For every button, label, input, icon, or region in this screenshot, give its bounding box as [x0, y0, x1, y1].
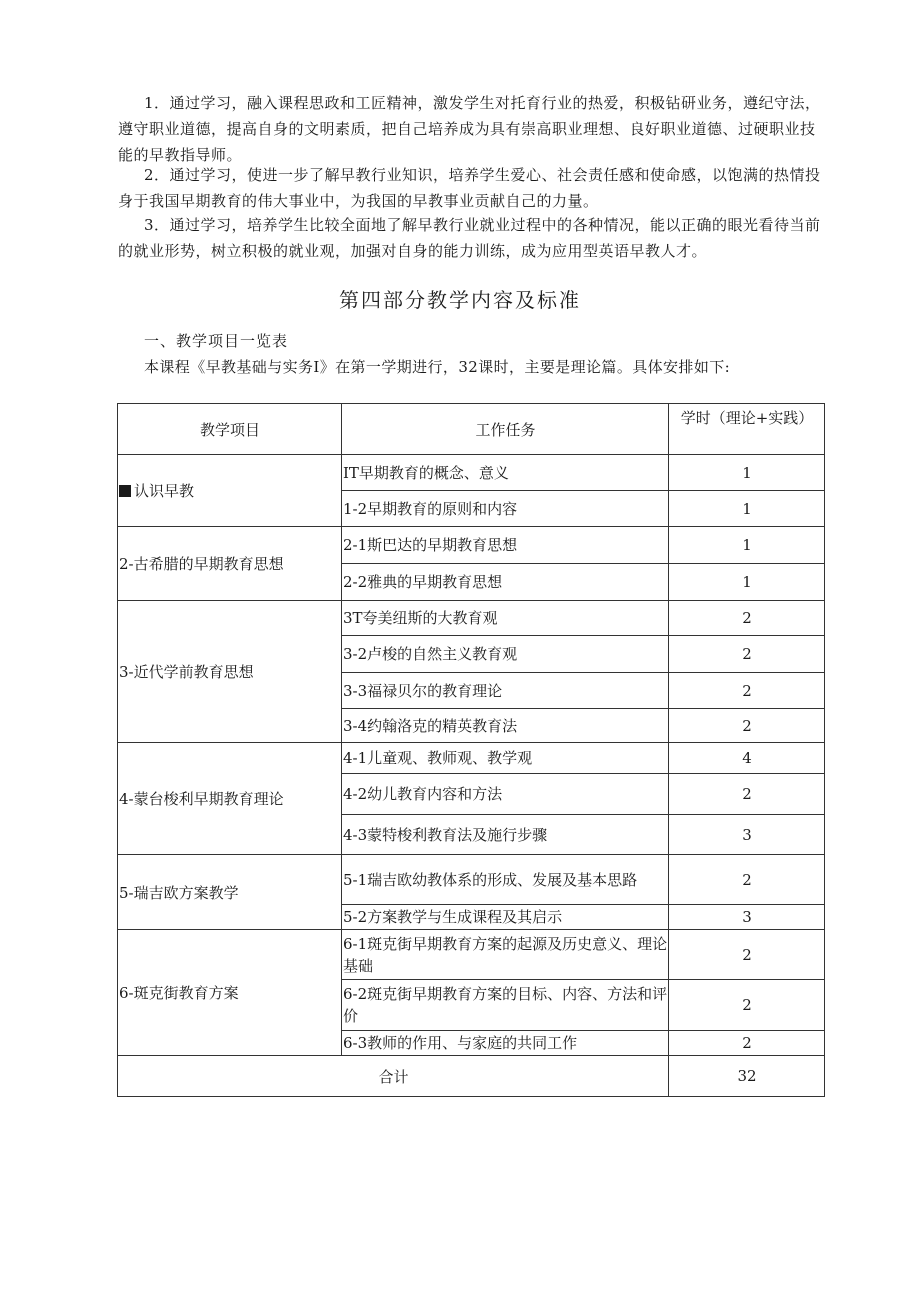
total-row: [118, 1056, 825, 1097]
task-cell: IT早期教育的概念、意义: [342, 455, 669, 491]
table-row: [118, 527, 825, 564]
header-hours: 学时（理论+实践）: [669, 404, 825, 455]
project-label: 认识早教: [134, 482, 195, 500]
objective-paragraph-2: 2．通过学习，使进一步了解早教行业知识，培养学生爱心、社会责任感和使命感，以饱满的热情投身于我国早期教育的伟大事业中，为我国的早教事业贡献自己的力量。: [118, 166, 821, 210]
task-cell: 5-2方案教学与生成课程及其启示: [342, 905, 669, 930]
hours-cell: 1: [669, 527, 825, 564]
hours-cell: 1: [669, 455, 825, 491]
objective-paragraph-1: 1．通过学习，融入课程思政和工匠精神，激发学生对托育行业的热爱，积极钻研业务，遵纪守法，遵守职业道德，提高自身的文明素质，把自己培养成为具有崇高职业理想、良好职业道德、过硬职业技能的早教指导师。: [118, 94, 821, 164]
task-cell: 4-2幼儿教育内容和方法: [342, 774, 669, 815]
table-row: [118, 743, 825, 774]
task-cell: 2-2雅典的早期教育思想: [342, 564, 669, 601]
task-cell: 3-3福禄贝尔的教育理论: [342, 673, 669, 709]
hours-cell: 1: [669, 564, 825, 601]
hours-cell: 2: [669, 1031, 825, 1056]
hours-cell: 3: [669, 905, 825, 930]
task-cell: 6-3教师的作用、与家庭的共同工作: [342, 1031, 669, 1056]
task-cell: 3-4约翰洛克的精英教育法: [342, 709, 669, 743]
hours-cell: 2: [669, 930, 825, 980]
square-bullet-icon: [119, 485, 131, 497]
objective-paragraph-3: 3．通过学习，培养学生比较全面地了解早教行业就业过程中的各种情况，能以正确的眼光看待当前的就业形势，树立积极的就业观，加强对自身的能力训练，成为应用型英语早教人才。: [118, 216, 821, 260]
section-title: 第四部分教学内容及标准: [339, 288, 581, 312]
header-task: 工作任务: [342, 404, 669, 455]
table-header-row: [118, 404, 825, 455]
task-cell: 6-1斑克街早期教育方案的起源及历史意义、理论基础: [342, 930, 669, 980]
hours-cell: 2: [669, 636, 825, 673]
subsection-title: 一、教学项目一览表: [144, 332, 289, 350]
hours-cell: 4: [669, 743, 825, 774]
task-cell: 3T夸美纽斯的大教育观: [342, 601, 669, 636]
project-cell: [118, 455, 342, 527]
hours-cell: 2: [669, 601, 825, 636]
project-cell: 3-近代学前教育思想: [118, 601, 342, 743]
total-hours: 32: [669, 1056, 825, 1097]
task-cell: 4-1儿童观、教师观、教学观: [342, 743, 669, 774]
project-cell: 4-蒙台梭利早期教育理论: [118, 743, 342, 855]
hours-cell: 3: [669, 815, 825, 855]
header-project: 教学项目: [118, 404, 342, 455]
teaching-project-table: [117, 403, 825, 1097]
task-cell: 4-3蒙特梭利教育法及施行步骤: [342, 815, 669, 855]
project-cell: 2-古希腊的早期教育思想: [118, 527, 342, 601]
hours-cell: 2: [669, 980, 825, 1031]
table-row: [118, 455, 825, 491]
task-cell: 1-2早期教育的原则和内容: [342, 491, 669, 527]
table-row: [118, 930, 825, 980]
intro-paragraph: 本课程《早教基础与实务I》在第一学期进行，32课时，主要是理论篇。具体安排如下:: [144, 358, 731, 376]
project-cell: 5-瑞吉欧方案教学: [118, 855, 342, 930]
project-cell: 6-斑克街教育方案: [118, 930, 342, 1056]
hours-cell: 2: [669, 709, 825, 743]
task-cell: 2-1斯巴达的早期教育思想: [342, 527, 669, 564]
table-row: [118, 855, 825, 905]
hours-cell: 2: [669, 673, 825, 709]
task-cell: 6-2斑克街早期教育方案的目标、内容、方法和评价: [342, 980, 669, 1031]
hours-cell: 1: [669, 491, 825, 527]
table-row: [118, 601, 825, 636]
total-label: 合计: [118, 1056, 669, 1097]
hours-cell: 2: [669, 774, 825, 815]
hours-cell: 2: [669, 855, 825, 905]
task-cell: 3-2卢梭的自然主义教育观: [342, 636, 669, 673]
task-cell: 5-1瑞吉欧幼教体系的形成、发展及基本思路: [342, 855, 669, 905]
